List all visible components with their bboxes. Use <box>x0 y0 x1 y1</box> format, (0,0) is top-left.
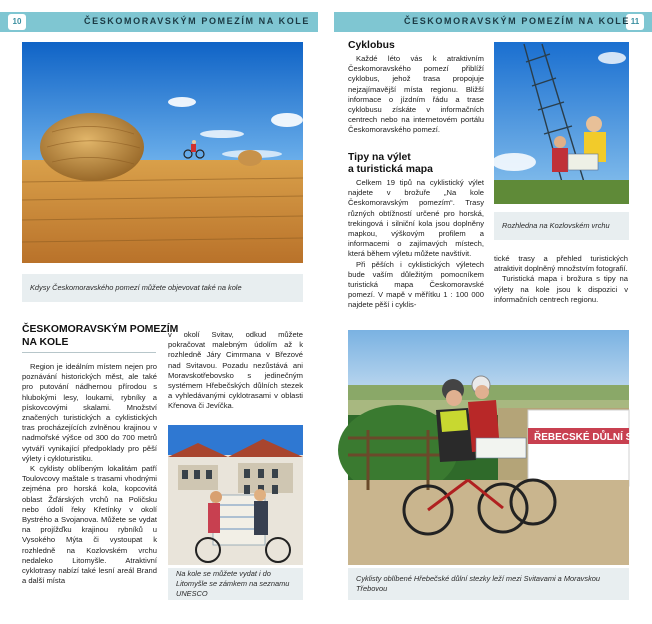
cyclists-photo <box>348 330 646 565</box>
map-paragraph-1: tické trasy a přehled turistických atraktivit doplněný množstvím fotografií. <box>494 254 628 274</box>
tipy-text <box>348 178 484 311</box>
tipy-title-line2: a turistická mapa <box>348 164 433 175</box>
running-title-right: ČESKOMORAVSKÝM POMEZÍM NA KOLE <box>404 16 631 26</box>
cyclists-photo-caption: Cyklisty oblíbené Hřebečské důlní stezky leží mezi Svitavami a Moravskou Třebovou <box>348 568 629 600</box>
cycling-localities-paragraph: K cyklisty oblíbeným lokalitám patří Toulovcovy maštale s trasami vhodnými zejména pro horská kola, kopcovitá oblast Žďárských vrchů na Poličsku nebo údolí řeky Křetínky v okolí Bystrého a Svojanova. Můžete se vydat na projížďku krajinou rybníků u Vysokého Mýta či vystoupat k rozhledně na Kozlovském vrchu nedaleko Litomyšle. Atraktivní cyklotrasy nabízí také lesní areál Brand a další místa <box>22 464 157 586</box>
left-column-1 <box>22 362 157 586</box>
lookout-tower-photo <box>494 42 629 204</box>
map-paragraph-2: Turistická mapa i brožura s tipy na výlety na kole jsou k dispozici v informačních centrech regionu. <box>494 274 628 304</box>
section-title-rule <box>22 352 156 353</box>
page-number-left: 10 <box>8 14 26 30</box>
hay-bale-photo <box>22 42 303 263</box>
running-title-left: ČESKOMORAVSKÝM POMEZÍM NA KOLE <box>84 16 311 26</box>
cyklobus-text <box>348 54 484 136</box>
right-column-2 <box>494 254 628 305</box>
section-title-line1: ČESKOMORAVSKÝM POMEZÍM <box>22 324 179 335</box>
castle-photo <box>168 425 303 565</box>
svitavy-paragraph: v okolí Svitav, odkud můžete pokračovat malebným údolím až k rozhledně Járy Cimrmana v Březové nad Svitavou. Pozadu nezůstává ani Moravskotřebovsko s jedinečným systémem Hřebečských důlních stezek a vyhledávanými cyklotrasami v oblasti Křenova či Jevíčka. <box>168 330 303 411</box>
tipy-paragraph-2: Při pěších i cyklistických výletech bude vaším důležitým pomocníkem turistická mapa Českomoravské pomezí. V mapě v měřítku 1 : 100 000 najdete pěší i cyklis- <box>348 259 484 310</box>
trail-sign-text: ŘEBECSKÉ DŮLNÍ STE <box>534 432 646 443</box>
tipy-title-line1: Tipy na výlet <box>348 152 411 163</box>
section-title-line2: NA KOLE <box>22 337 69 348</box>
cyklobus-title: Cyklobus <box>348 40 395 51</box>
castle-photo-caption: Na kole se můžete vydat i do Litomyšle se zámkem na seznamu UNESCO <box>168 568 303 600</box>
page-number-right: 11 <box>626 14 644 30</box>
tipy-paragraph-1: Celkem 19 tipů na cyklistický výlet najdete v brožuře „Na kole Českomoravským pomezím“. Trasy různých obtížností určené pro horská, trekingová i silniční kola jsou doplněny mapkou, výškovým profilem a informacemi o zajímavých místech, která během výletu můžete navštívit. <box>348 178 484 259</box>
left-column-2 <box>168 330 303 412</box>
cyklobus-paragraph: Každé léto vás k atraktivním Českomoravského pomezí přiblíží cyklobus, jehož trasa propojuje nejzajímavější místa regionu. Bližší informace o jízdním řádu a trase cyklobusu získáte v informačních centrech nebo na internetovém portálu Českomoravského pomezí. <box>348 54 484 135</box>
intro-paragraph: Region je ideálním místem nejen pro poznávání historických měst, ale také pro putování nádhernou přírodou s hlubokými lesy, loukami, rybníky a pískovcovými skalami. Množství značených turistických a cyklistických tras procházejících zvlněnou krajinou v nadmořské výšce od 300 do 700 metrů vytváří vynikající předpoklady pro pěší výlety i cykloturistiku. <box>22 362 157 463</box>
hay-photo-caption: Kdysy Českomoravského pomezí můžete objevovat také na kole <box>22 274 303 302</box>
tower-photo-caption: Rozhledna na Kozlovském vrchu <box>494 212 629 240</box>
